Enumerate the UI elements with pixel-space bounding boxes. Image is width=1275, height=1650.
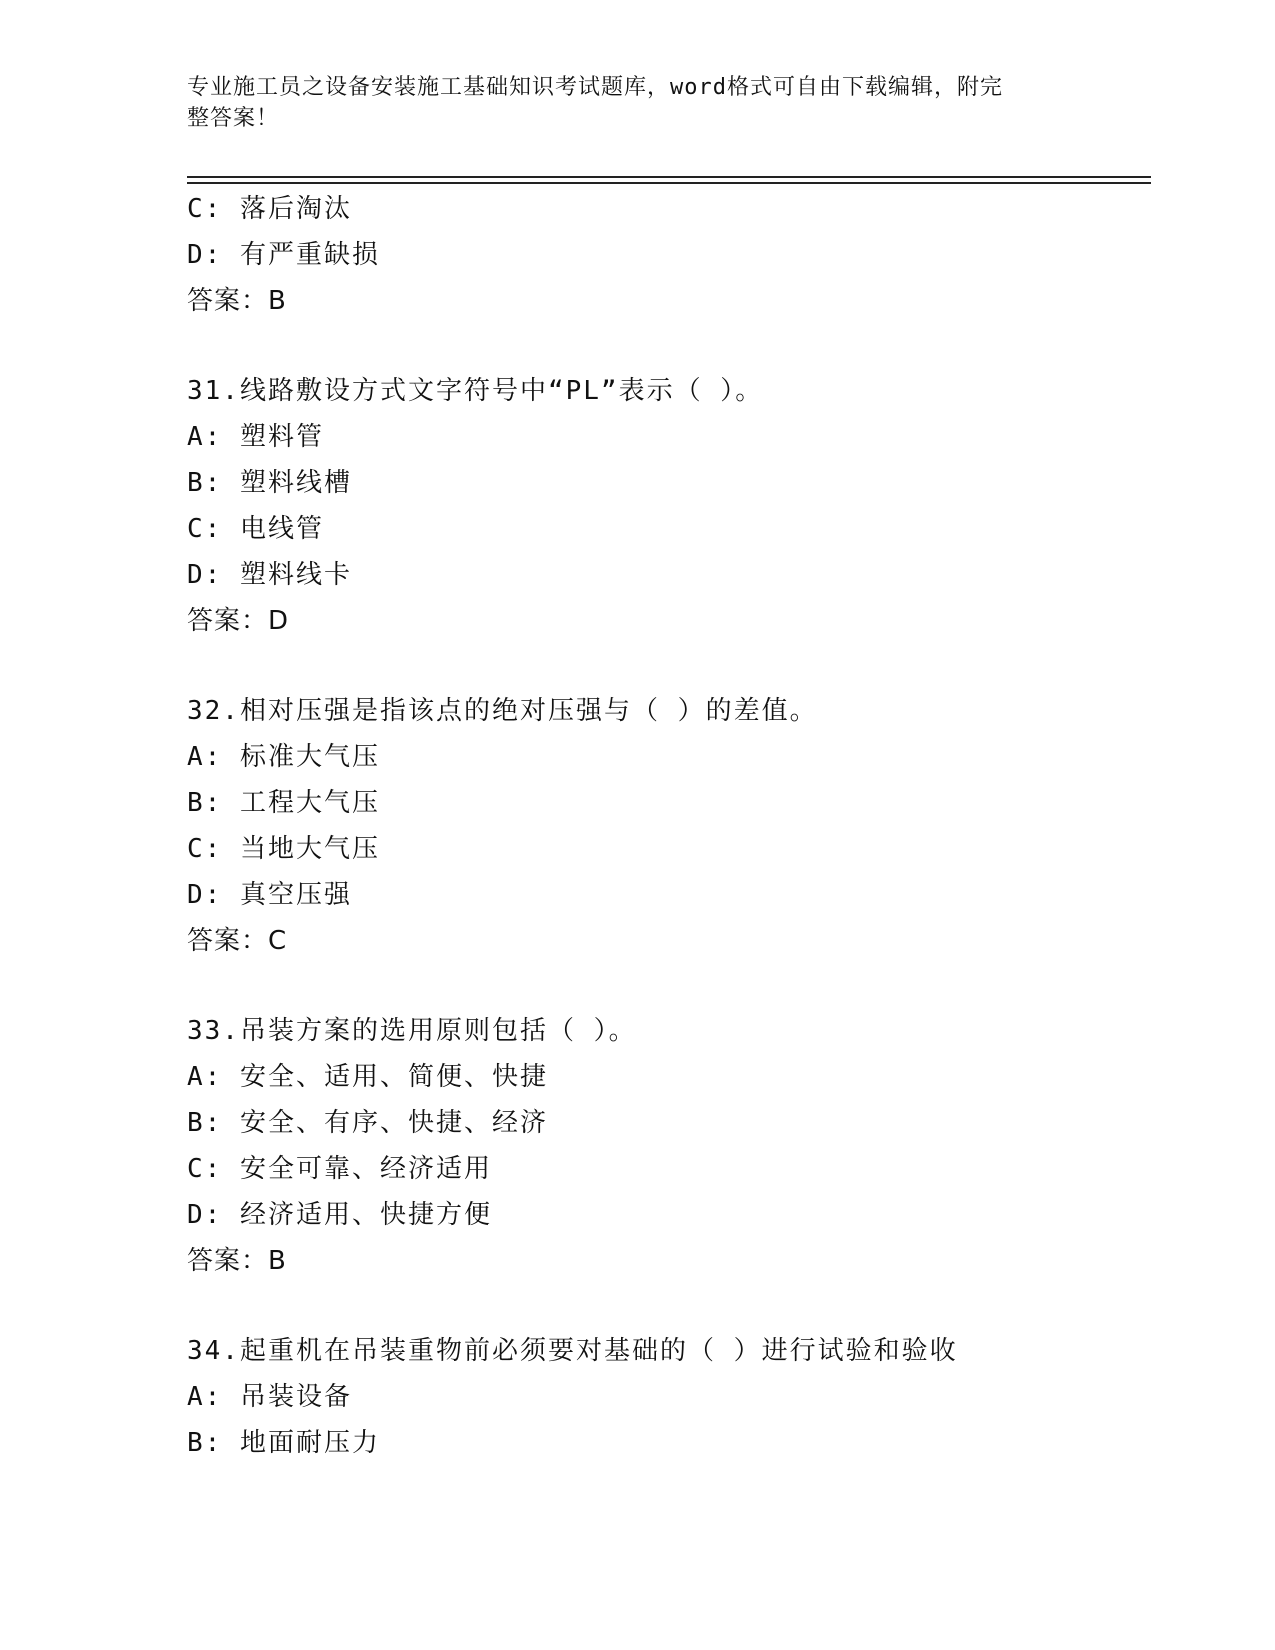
document-header	[187, 72, 1067, 134]
question-31	[187, 368, 1147, 644]
question-list	[187, 186, 1147, 1466]
option-b: B: 塑料线槽	[187, 468, 352, 498]
option-d: D: 真空压强	[187, 880, 352, 910]
question-33	[187, 1008, 1147, 1284]
answer: 答案：D	[187, 606, 290, 636]
header-divider-top	[187, 176, 1151, 178]
header-divider-bottom	[187, 182, 1151, 184]
answer: 答案：B	[187, 1246, 287, 1276]
option-b: B: 安全、有序、快捷、经济	[187, 1108, 548, 1138]
question-stem: 32.相对压强是指该点的绝对压强与（ ）的差值。	[187, 696, 818, 726]
question-stem: 33.吊装方案的选用原则包括（ ）。	[187, 1016, 637, 1046]
question-34	[187, 1328, 1147, 1466]
header-line-2: 整答案！	[187, 106, 280, 131]
option-c: C: 安全可靠、经济适用	[187, 1154, 492, 1184]
option-c: C: 电线管	[187, 514, 324, 544]
option-a: A: 塑料管	[187, 422, 324, 452]
option-a: A: 标准大气压	[187, 742, 380, 772]
question-32	[187, 688, 1147, 964]
option-c: C: 落后淘汰	[187, 194, 352, 224]
option-d: D: 有严重缺损	[187, 240, 380, 270]
answer: 答案：B	[187, 286, 287, 316]
question-30-tail	[187, 186, 1147, 324]
answer: 答案：C	[187, 926, 288, 956]
option-a: A: 安全、适用、简便、快捷	[187, 1062, 548, 1092]
option-b: B: 地面耐压力	[187, 1428, 380, 1458]
option-a: A: 吊装设备	[187, 1382, 352, 1412]
option-c: C: 当地大气压	[187, 834, 380, 864]
option-d: D: 塑料线卡	[187, 560, 352, 590]
header-line-1: 专业施工员之设备安装施工基础知识考试题库，word格式可自由下载编辑，附完	[187, 75, 1003, 100]
option-b: B: 工程大气压	[187, 788, 380, 818]
question-stem: 34.起重机在吊装重物前必须要对基础的（ ）进行试验和验收	[187, 1336, 958, 1366]
option-d: D: 经济适用、快捷方便	[187, 1200, 492, 1230]
question-stem: 31.线路敷设方式文字符号中“PL”表示（ ）。	[187, 376, 764, 406]
